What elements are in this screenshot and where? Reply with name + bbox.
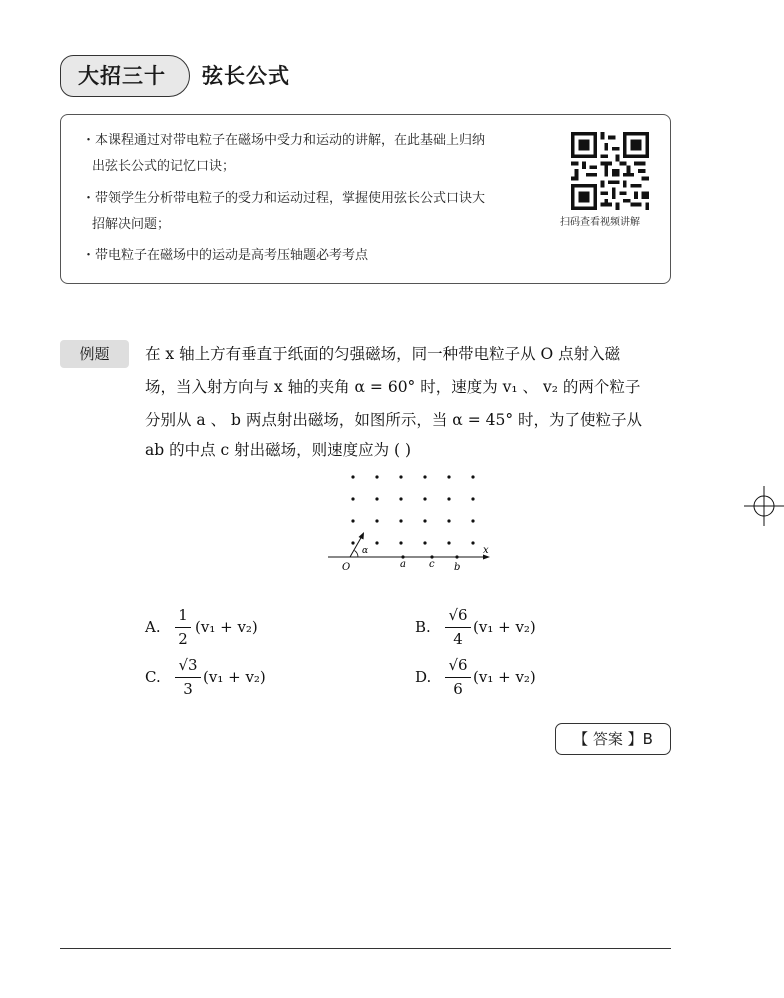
angle-arc — [355, 551, 359, 558]
magnetic-field-diagram — [320, 470, 495, 575]
velocity-arrow — [350, 536, 362, 557]
fraction-bar — [175, 677, 201, 678]
option-d-key: D. — [415, 668, 432, 686]
objective-2-line-2: 招解决问题； — [92, 217, 171, 232]
option-c-tail: (v₁ + v₂) — [203, 668, 266, 686]
label-angle: α — [362, 546, 369, 556]
option-c-key: C. — [145, 668, 161, 686]
question-line-3: 分别从 a 、 b 两点射出磁场，如图所示，当 α = 45° 时，为了使粒子从 — [145, 411, 643, 429]
objective-3-line-1: ・带电粒子在磁场中的运动是高考压轴题必考考点 — [82, 248, 369, 263]
question-line-1: 在 x 轴上方有垂直于纸面的匀强磁场，同一种带电粒子从 O 点射入磁 — [145, 345, 621, 363]
label-x: x — [483, 545, 489, 556]
example-label: 例题 — [60, 340, 129, 368]
answer-box: 【 答案 】B — [555, 723, 671, 755]
fraction-bar — [445, 627, 471, 628]
option-c-denominator: 3 — [183, 680, 193, 698]
label-c: c — [429, 559, 435, 570]
registration-mark-icon — [744, 486, 784, 526]
bottom-divider — [60, 948, 671, 949]
question-line-2: 场，当入射方向与 x 轴的夹角 α = 60° 时，速度为 v₁ 、 v₂ 的两个粒子 — [145, 378, 641, 396]
section-tab-label: 大招三十 — [78, 64, 166, 88]
option-b-denominator: 4 — [453, 630, 463, 648]
qr-caption: 扫码查看视频讲解 — [560, 217, 640, 228]
label-b: b — [454, 562, 461, 573]
fraction-bar — [175, 627, 191, 628]
option-c-numerator: √3 — [178, 656, 198, 674]
option-a-numerator: 1 — [178, 606, 188, 624]
objective-2-line-1: ・带领学生分析带电粒子的受力和运动过程，掌握使用弦长公式口诀大 — [82, 191, 486, 206]
objective-1-line-2: 出弦长公式的记忆口诀； — [92, 159, 236, 174]
qr-code-icon[interactable] — [571, 132, 649, 210]
option-d-denominator: 6 — [453, 680, 463, 698]
option-a-key: A. — [145, 618, 161, 636]
option-b-tail: (v₁ + v₂) — [473, 618, 536, 636]
fraction-bar — [445, 677, 471, 678]
option-b-key: B. — [415, 618, 431, 636]
option-b-numerator: √6 — [448, 606, 468, 624]
field-dots — [351, 475, 474, 544]
section-title: 弦长公式 — [202, 64, 290, 88]
question-line-4: ab 的中点 c 射出磁场，则速度应为 ( ) — [145, 441, 412, 459]
option-a-tail: (v₁ + v₂) — [195, 618, 258, 636]
point-b — [455, 555, 458, 558]
option-d-numerator: √6 — [448, 656, 468, 674]
option-d-tail: (v₁ + v₂) — [473, 668, 536, 686]
label-origin: O — [342, 562, 351, 573]
option-a-denominator: 2 — [178, 630, 188, 648]
velocity-arrowhead-icon — [359, 532, 365, 540]
objective-1-line-1: ・本课程通过对带电粒子在磁场中受力和运动的讲解，在此基础上归纳 — [82, 133, 486, 148]
label-a: a — [400, 559, 406, 570]
